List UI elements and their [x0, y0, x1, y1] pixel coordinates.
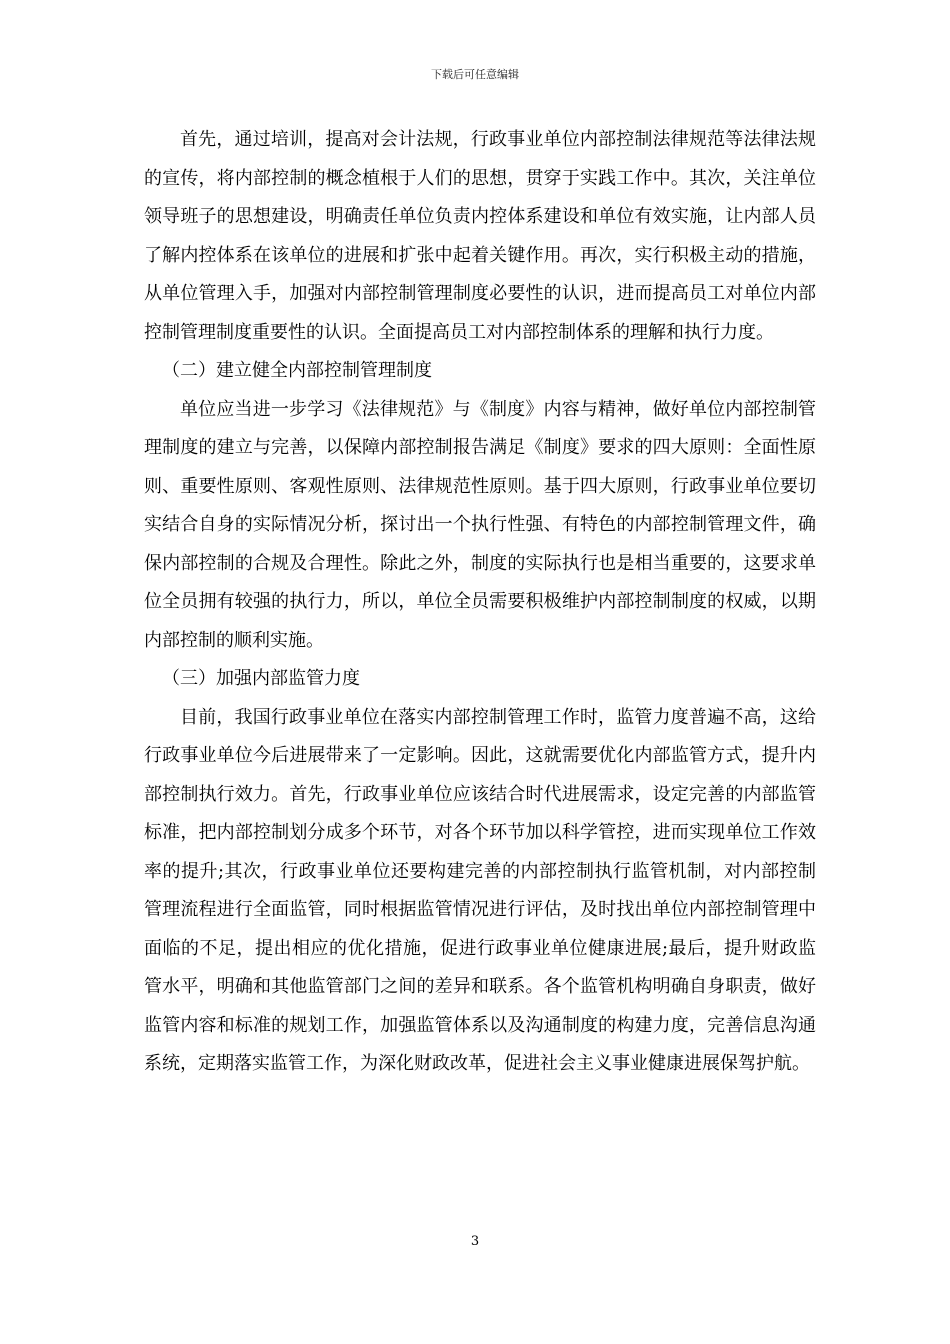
paragraph-section-2: 单位应当进一步学习《法律规范》与《制度》内容与精神，做好单位内部控制管理制度的建立与完善，以保障内部控制报告满足《制度》要求的四大原则：全面性原则、重要性原则、客观性原则、法律规范性原则。基于四大原则，行政事业单位要切实结合自身的实际情况分析，探讨出一个执行性强、有特色的内部控制管理文件，确保内部控制的合规及合理性。除此之外，制度的实际执行也是相当重要的，这要求单位全员拥有较强的执行力，所以，单位全员需要积极维护内部控制制度的权威，以期内部控制的顺利实施。 [144, 398, 816, 651]
document-body [144, 121, 816, 1084]
page-header: 下载后可任意编辑 [431, 68, 519, 81]
paragraph-section-3: 目前，我国行政事业单位在落实内部控制管理工作时，监管力度普遍不高，这给行政事业单位今后进展带来了一定影响。因此，这就需要优化内部监管方式，提升内部控制执行效力。首先，行政事业单位应该结合时代进展需求，设定完善的内部监管标准，把内部控制划分成多个环节，对各个环节加以科学管控，进而实现单位工作效率的提升;其次，行政事业单位还要构建完善的内部控制执行监管机制，对内部控制管理流程进行全面监管，同时根据监管情况进行评估，及时找出单位内部控制管理中面临的不足，提出相应的优化措施，促进行政事业单位健康进展;最后，提升财政监管水平，明确和其他监管部门之间的差异和联系。各个监管机构明确自身职责，做好监管内容和标准的规划工作，加强监管体系以及沟通制度的构建力度，完善信息沟通系统，定期落实监管工作，为深化财政改革，促进社会主义事业健康进展保驾护航。 [144, 706, 816, 1074]
paragraph-intro: 首先，通过培训，提高对会计法规，行政事业单位内部控制法律规范等法律法规的宣传，将内部控制的概念植根于人们的思想，贯穿于实践工作中。其次，关注单位领导班子的思想建设，明确责任单位负责内控体系建设和单位有效实施，让内部人员了解内控体系在该单位的进展和扩张中起着关键作用。再次，实行积极主动的措施，从单位管理入手，加强对内部控制管理制度必要性的认识，进而提高员工对单位内部控制管理制度重要性的认识。全面提高员工对内部控制体系的理解和执行力度。 [144, 129, 816, 343]
section-heading-3: （三）加强内部监管力度 [162, 668, 360, 689]
page-number: 3 [470, 1234, 480, 1249]
section-heading-2: （二）建立健全内部控制管理制度 [162, 360, 432, 381]
